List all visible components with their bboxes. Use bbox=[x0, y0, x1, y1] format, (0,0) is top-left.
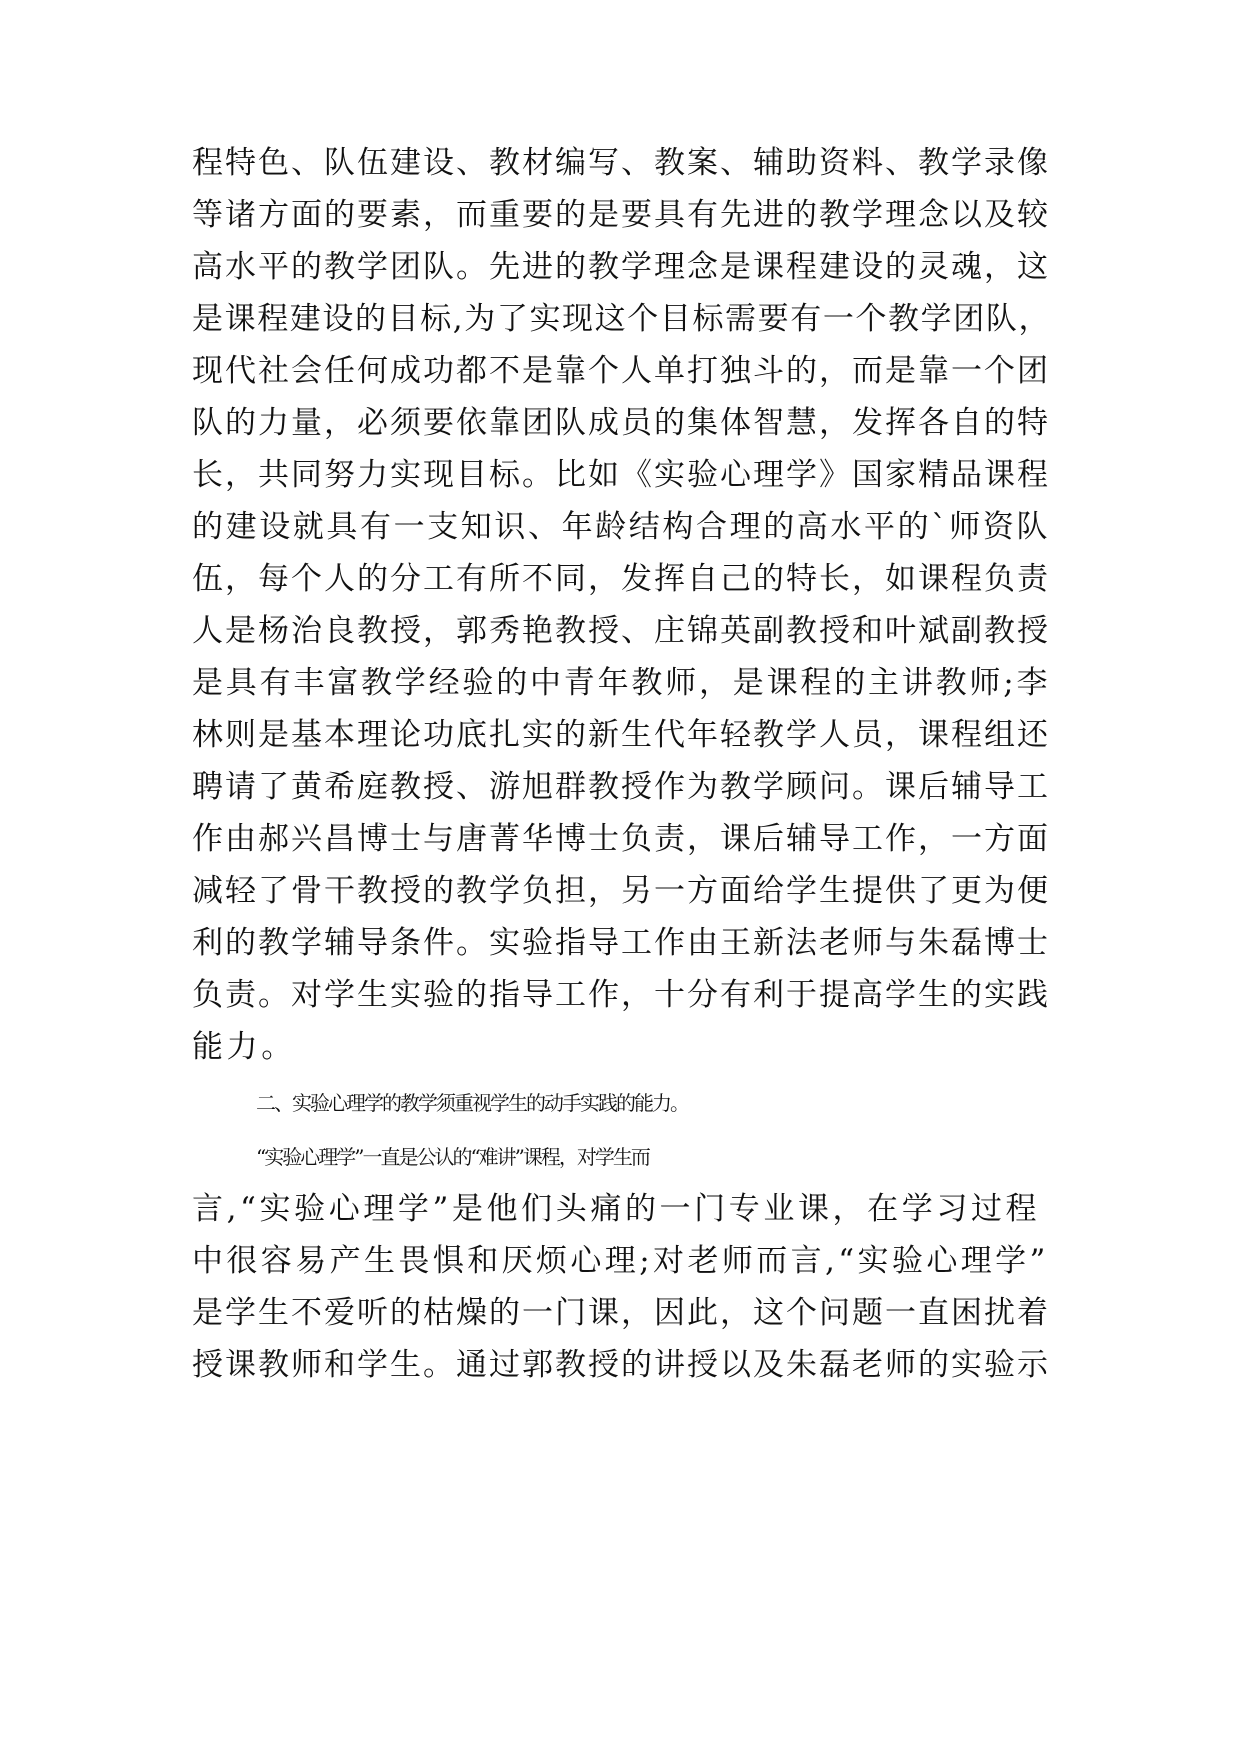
text-line: 程特色、队伍建设、教材编写、教案、辅助资料、教学录像 bbox=[192, 145, 1050, 181]
text-line: 是学生不爱听的枯燥的一门课，因此，这个问题一直困扰着 bbox=[192, 1295, 1050, 1331]
text-line: 负责。对学生实验的指导工作，十分有利于提高学生的实践 bbox=[192, 977, 1050, 1013]
text-line: “实验心理学”一直是公认的“难讲”课程，对学生而 bbox=[256, 1145, 649, 1169]
text-line: 长，共同努力实现目标。比如《实验心理学》国家精品课程 bbox=[192, 457, 1050, 493]
text-line: 中很容易产生畏惧和厌烦心理;对老师而言,“实验心理学” bbox=[192, 1243, 1049, 1279]
text-line: 言,“实验心理学”是他们头痛的一门专业课，在学习过程 bbox=[192, 1191, 1041, 1227]
text-line: 伍，每个人的分工有所不同，发挥自己的特长，如课程负责 bbox=[192, 561, 1050, 597]
text-line: 能力。 bbox=[192, 1029, 296, 1065]
text-line: 作由郝兴昌博士与唐菁华博士负责，课后辅导工作，一方面 bbox=[192, 821, 1050, 857]
section-heading: 二、实验心理学的教学须重视学生的动手实践的能力。 bbox=[256, 1091, 688, 1115]
text-line: 高水平的教学团队。先进的教学理念是课程建设的灵魂，这 bbox=[192, 249, 1050, 285]
text-line: 减轻了骨干教授的教学负担，另一方面给学生提供了更为便 bbox=[192, 873, 1050, 909]
text-line: 是课程建设的目标,为了实现这个目标需要有一个教学团队， bbox=[192, 301, 1052, 337]
text-line: 的建设就具有一支知识、年龄结构合理的高水平的`师资队 bbox=[192, 509, 1051, 545]
text-line: 现代社会任何成功都不是靠个人单打独斗的，而是靠一个团 bbox=[192, 353, 1050, 389]
text-line: 授课教师和学生。通过郭教授的讲授以及朱磊老师的实验示 bbox=[192, 1347, 1050, 1383]
text-line: 等诸方面的要素，而重要的是要具有先进的教学理念以及较 bbox=[192, 197, 1050, 233]
text-line: 人是杨治良教授，郭秀艳教授、庄锦英副教授和叶斌副教授 bbox=[192, 613, 1050, 649]
text-line: 队的力量，必须要依靠团队成员的集体智慧，发挥各自的特 bbox=[192, 405, 1050, 441]
text-line: 林则是基本理论功底扎实的新生代年轻教学人员，课程组还 bbox=[192, 717, 1050, 753]
text-line: 聘请了黄希庭教授、游旭群教授作为教学顾问。课后辅导工 bbox=[192, 769, 1050, 805]
text-line: 利的教学辅导条件。实验指导工作由王新法老师与朱磊博士 bbox=[192, 925, 1050, 961]
text-line: 是具有丰富教学经验的中青年教师，是课程的主讲教师;李 bbox=[192, 665, 1051, 701]
